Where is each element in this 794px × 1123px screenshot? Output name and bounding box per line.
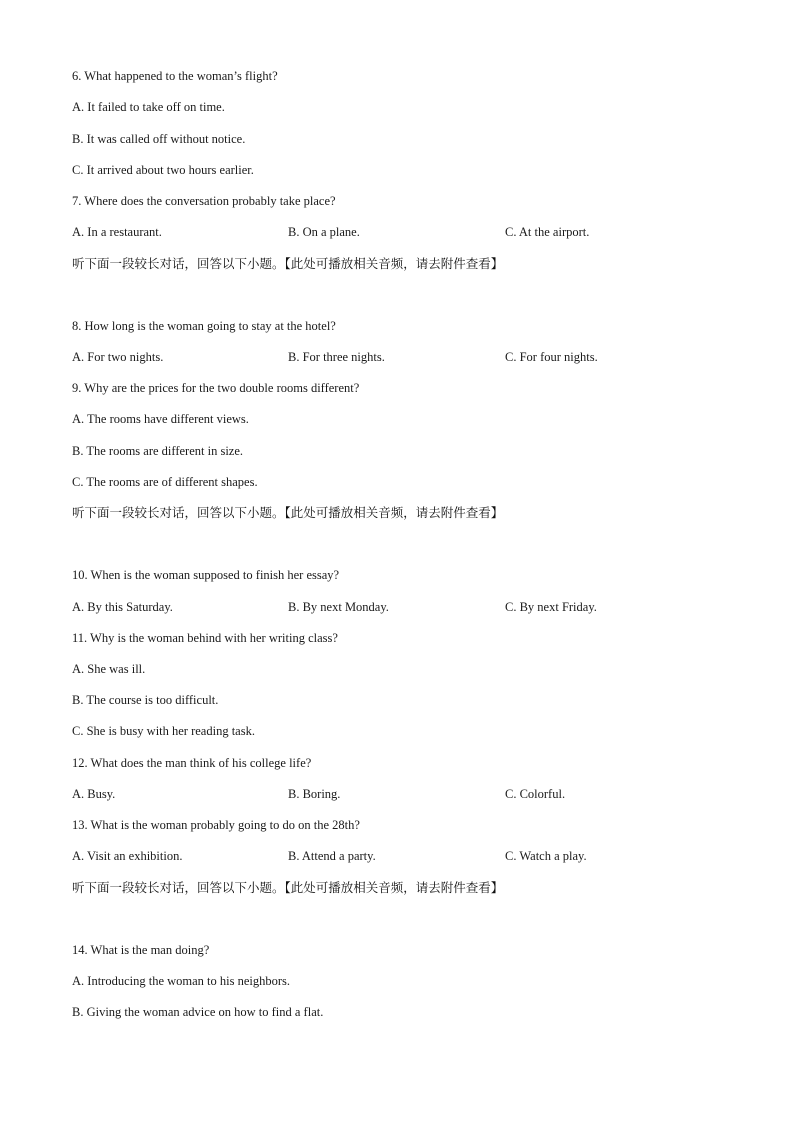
q7-options bbox=[72, 224, 732, 240]
q6-stem: 6. What happened to the woman’s flight? bbox=[72, 69, 278, 83]
q13-options bbox=[72, 848, 732, 864]
q13-option-b: B. Attend a party. bbox=[288, 849, 376, 863]
q9-stem: 9. Why are the prices for the two double rooms different? bbox=[72, 381, 360, 395]
q9-option-c: C. The rooms are of different shapes. bbox=[72, 475, 258, 489]
listening-instruction: 听下面一段较长对话，回答以下小题。【此处可播放相关音频，请去附件查看】 bbox=[72, 880, 504, 895]
q10-option-b: B. By next Monday. bbox=[288, 600, 389, 614]
q6-option-c: C. It arrived about two hours earlier. bbox=[72, 163, 254, 177]
q11-option-b: B. The course is too difficult. bbox=[72, 693, 219, 707]
q7-stem: 7. Where does the conversation probably take place? bbox=[72, 194, 336, 208]
q9-option-b: B. The rooms are different in size. bbox=[72, 444, 244, 458]
listening-instruction: 听下面一段较长对话，回答以下小题。【此处可播放相关音频，请去附件查看】 bbox=[72, 256, 504, 271]
q11-stem: 11. Why is the woman behind with her writing class? bbox=[72, 631, 338, 645]
q10-options bbox=[72, 599, 732, 615]
q13-stem: 13. What is the woman probably going to do on the 28th? bbox=[72, 818, 360, 832]
q6-option-a: A. It failed to take off on time. bbox=[72, 100, 225, 114]
q8-option-a: A. For two nights. bbox=[72, 350, 164, 364]
q8-option-c: C. For four nights. bbox=[505, 350, 598, 364]
q14-option-a: A. Introducing the woman to his neighbors. bbox=[72, 974, 291, 988]
q12-option-b: B. Boring. bbox=[288, 787, 341, 801]
q14-stem: 14. What is the man doing? bbox=[72, 943, 210, 957]
q12-option-a: A. Busy. bbox=[72, 787, 116, 801]
q14-option-b: B. Giving the woman advice on how to find a flat. bbox=[72, 1005, 324, 1019]
q12-option-c: C. Colorful. bbox=[505, 787, 566, 801]
q8-options bbox=[72, 349, 732, 365]
listening-instruction: 听下面一段较长对话，回答以下小题。【此处可播放相关音频，请去附件查看】 bbox=[72, 505, 504, 520]
q9-option-a: A. The rooms have different views. bbox=[72, 412, 249, 426]
q11-option-c: C. She is busy with her reading task. bbox=[72, 724, 255, 738]
q8-option-b: B. For three nights. bbox=[288, 350, 385, 364]
q10-option-c: C. By next Friday. bbox=[505, 600, 597, 614]
q12-options bbox=[72, 786, 732, 802]
q7-option-b: B. On a plane. bbox=[288, 225, 360, 239]
q11-option-a: A. She was ill. bbox=[72, 662, 146, 676]
q10-stem: 10. When is the woman supposed to finish her essay? bbox=[72, 568, 340, 582]
q7-option-a: A. In a restaurant. bbox=[72, 225, 162, 239]
q10-option-a: A. By this Saturday. bbox=[72, 600, 173, 614]
q13-option-a: A. Visit an exhibition. bbox=[72, 849, 183, 863]
q13-option-c: C. Watch a play. bbox=[505, 849, 587, 863]
q7-option-c: C. At the airport. bbox=[505, 225, 590, 239]
q8-stem: 8. How long is the woman going to stay at the hotel? bbox=[72, 319, 336, 333]
q12-stem: 12. What does the man think of his college life? bbox=[72, 756, 312, 770]
q6-option-b: B. It was called off without notice. bbox=[72, 132, 246, 146]
